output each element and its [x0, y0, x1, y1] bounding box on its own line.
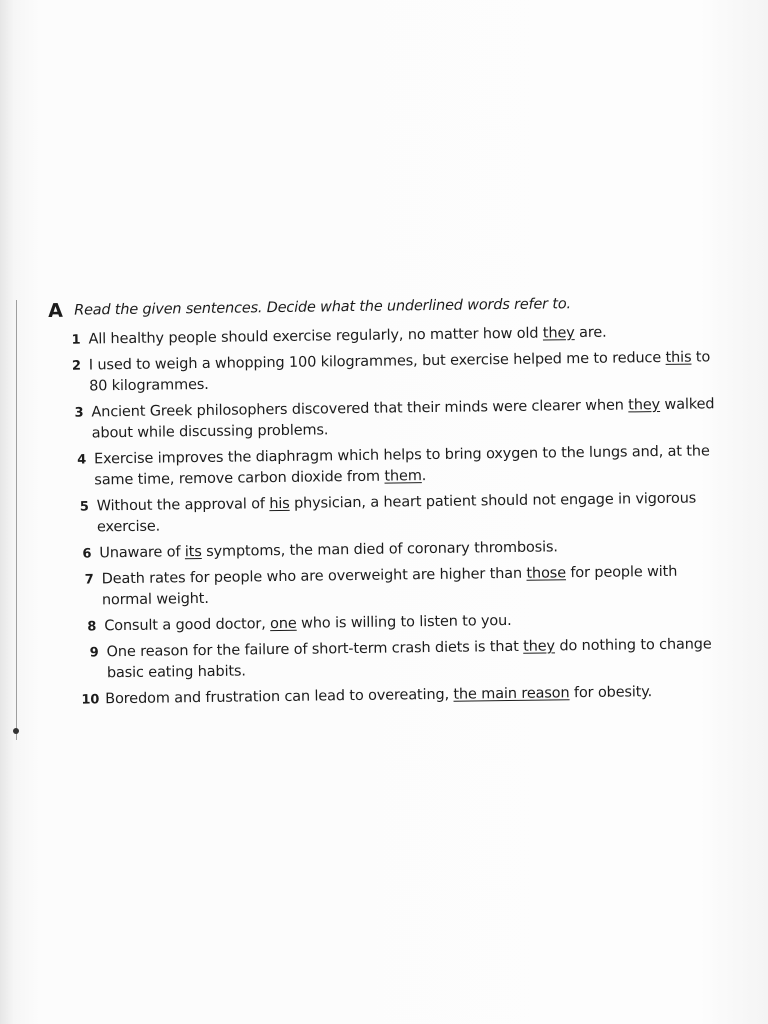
sentence-text: symptoms, the man died of coronary thrombosis. — [201, 539, 558, 561]
item-number: 10 — [81, 692, 100, 708]
item-number: 6 — [82, 546, 92, 562]
sentence-item — [71, 535, 721, 565]
sentence-item — [76, 608, 722, 637]
sentence-list — [48, 321, 723, 711]
item-number: 9 — [89, 645, 99, 661]
sentence-text: Boredom and frustration can lead to overeating, — [105, 686, 454, 708]
underlined-word: its — [184, 544, 202, 561]
item-number: 4 — [77, 452, 87, 468]
sentence-text: are. — [574, 324, 607, 342]
item-number: 5 — [79, 499, 89, 515]
underlined-word: they — [628, 396, 661, 414]
underlined-word: his — [269, 495, 290, 513]
sentence-text: All healthy people should exercise regularly, no matter how old — [88, 325, 543, 348]
binding-shadow — [16, 300, 17, 740]
sentence-item — [78, 634, 722, 684]
sentence-text: who is willing to listen to you. — [296, 612, 512, 632]
underlined-word: they — [542, 325, 575, 342]
sentence-text: do nothing to change basic eating habits. — [106, 636, 712, 682]
sentence-item — [69, 488, 721, 539]
sentence-text: Death rates for people who are overweight are higher than — [101, 565, 527, 588]
item-number: 3 — [74, 405, 84, 421]
sentence-text: One reason for the failure of short-term crash diets is that — [106, 638, 524, 661]
sentence-item — [61, 347, 719, 398]
sentence-text: walked about while discussing problems. — [91, 396, 715, 442]
sentence-text: for people with normal weight. — [101, 563, 678, 609]
underlined-word: one — [270, 615, 297, 633]
sentence-text: I used to weigh a whopping 100 kilogrammes, but exercise helped me to reduce — [88, 349, 666, 374]
sentence-text: Exercise improves the diaphragm which helps to bring oxygen to the lungs and, at the same time, remove carbon dioxide from — [93, 443, 710, 489]
underlined-word: those — [526, 565, 567, 582]
sentence-text: Consult a good doctor, — [104, 616, 271, 635]
sentence-item — [66, 441, 720, 492]
exercise-section-a — [48, 291, 723, 716]
sentence-text: for obesity. — [569, 684, 653, 702]
item-number: 8 — [87, 619, 97, 635]
underlined-word: them — [384, 468, 422, 485]
item-number: 1 — [71, 332, 81, 348]
sentence-text: Ancient Greek philosophers discovered that their minds were clearer when — [91, 397, 629, 421]
sentence-text: to 80 kilogrammes. — [89, 349, 711, 395]
sentence-item — [75, 681, 723, 710]
section-letter: A — [48, 299, 64, 322]
sentence-item — [74, 561, 722, 611]
binding-mark — [13, 728, 19, 734]
sentence-item — [63, 394, 719, 445]
underlined-word: this — [665, 349, 692, 366]
instruction-text: Read the given sentences. Decide what the underlined words refer to. — [74, 296, 571, 319]
sentence-text: . — [421, 468, 427, 485]
underlined-word: the main reason — [453, 685, 570, 703]
item-number: 7 — [84, 572, 94, 588]
sentence-text: Without the approval of — [96, 496, 270, 515]
sentence-text: Unaware of — [99, 544, 185, 562]
sentence-text: physician, a heart patient should not engage in vigorous exercise. — [96, 490, 697, 536]
underlined-word: they — [523, 638, 556, 655]
item-number: 2 — [71, 358, 81, 374]
